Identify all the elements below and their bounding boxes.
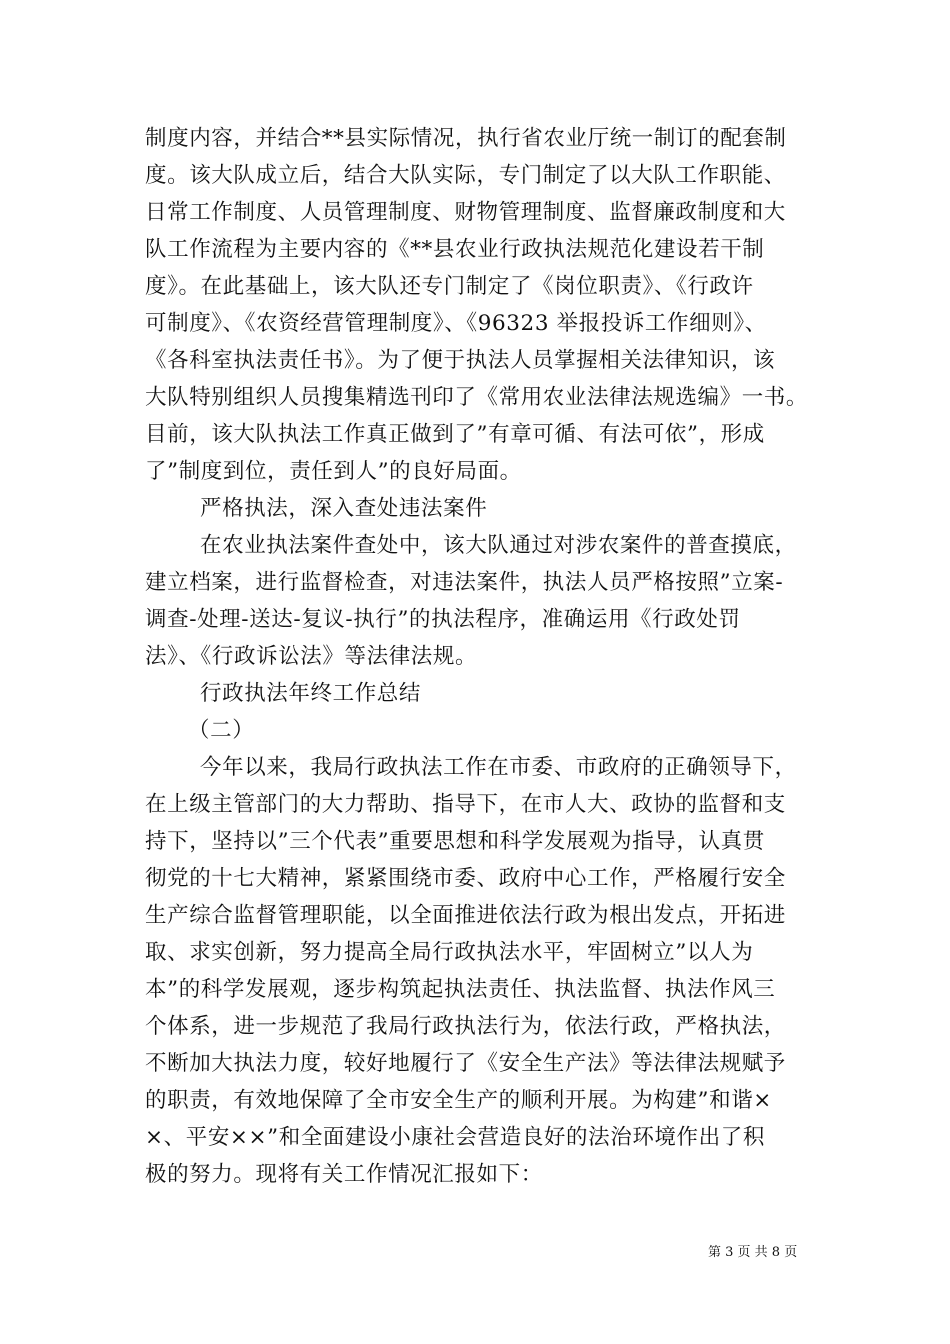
paragraph-line: 极的努力。现将有关工作情况汇报如下： (145, 1162, 543, 1187)
paragraph-line: 取、求实创新，努力提高全局行政执法水平，牢固树立”以人为 (145, 940, 754, 965)
paragraph-line: 生产综合监督管理职能，以全面推进依法行政为根出发点，开拓进 (145, 903, 786, 928)
paragraph-line: 队工作流程为主要内容的《**县农业行政执法规范化建设若干制 (145, 237, 765, 262)
section-heading: 严格执法，深入查处违法案件 (200, 496, 488, 521)
paragraph-line: 目前，该大队执法工作真正做到了”有章可循、有法可依”，形成 (145, 422, 765, 447)
paragraph-line: ×、平安××”和全面建设小康社会营造良好的法治环境作出了积 (145, 1125, 765, 1150)
paragraph-line: 度。该大队成立后，结合大队实际，专门制定了以大队工作职能、 (145, 163, 786, 188)
document-subtitle: （二） (188, 718, 255, 743)
document-title: 行政执法年终工作总结 (200, 681, 422, 706)
page-number: 第 3 页 共 8 页 (708, 1245, 798, 1260)
paragraph-line: 了”制度到位，责任到人”的良好局面。 (145, 459, 522, 484)
paragraph-line: 建立档案，进行监督检查，对违法案件，执法人员严格按照”立案- (145, 570, 784, 595)
paragraph-line: 法》、《行政诉讼法》等法律法规。 (145, 644, 478, 669)
paragraph-line: 调查-处理-送达-复议-执行”的执法程序，准确运用《行政处罚 (145, 607, 741, 632)
paragraph-line: 可制度》、《农资经营管理制度》、《96323 举报投诉工作细则》、 (145, 311, 767, 336)
paragraph-line: 度》。在此基础上，该大队还专门制定了《岗位职责》、《行政许 (145, 274, 754, 299)
paragraph-line: 大队特别组织人员搜集精选刊印了《常用农业法律法规选编》一书。 (145, 385, 809, 410)
paragraph-line: 日常工作制度、人员管理制度、财物管理制度、监督廉政制度和大 (145, 200, 786, 225)
paragraph-line: 持下，坚持以”三个代表”重要思想和科学发展观为指导，认真贯 (145, 829, 765, 854)
paragraph-line: 制度内容，并结合**县实际情况，执行省农业厅统一制订的配套制 (145, 126, 787, 151)
paragraph-line: 个体系，进一步规范了我局行政执法行为，依法行政，严格执法， (145, 1014, 786, 1039)
paragraph-line: 《各科室执法责任书》。为了便于执法人员掌握相关法律知识，该 (145, 348, 776, 373)
paragraph-line: 彻党的十七大精神，紧紧围绕市委、政府中心工作，严格履行安全 (145, 866, 786, 891)
paragraph-line: 本”的科学发展观，逐步构筑起执法责任、执法监督、执法作风三 (145, 977, 776, 1002)
paragraph-line: 的职责，有效地保障了全市安全生产的顺利开展。为构建”和谐× (145, 1088, 772, 1113)
paragraph-line: 在农业执法案件查处中，该大队通过对涉农案件的普查摸底， (200, 533, 797, 558)
paragraph-line: 不断加大执法力度，较好地履行了《安全生产法》等法律法规赋予 (145, 1051, 786, 1076)
paragraph-line: 今年以来，我局行政执法工作在市委、市政府的正确领导下， (200, 755, 797, 780)
paragraph-line: 在上级主管部门的大力帮助、指导下，在市人大、政协的监督和支 (145, 792, 786, 817)
